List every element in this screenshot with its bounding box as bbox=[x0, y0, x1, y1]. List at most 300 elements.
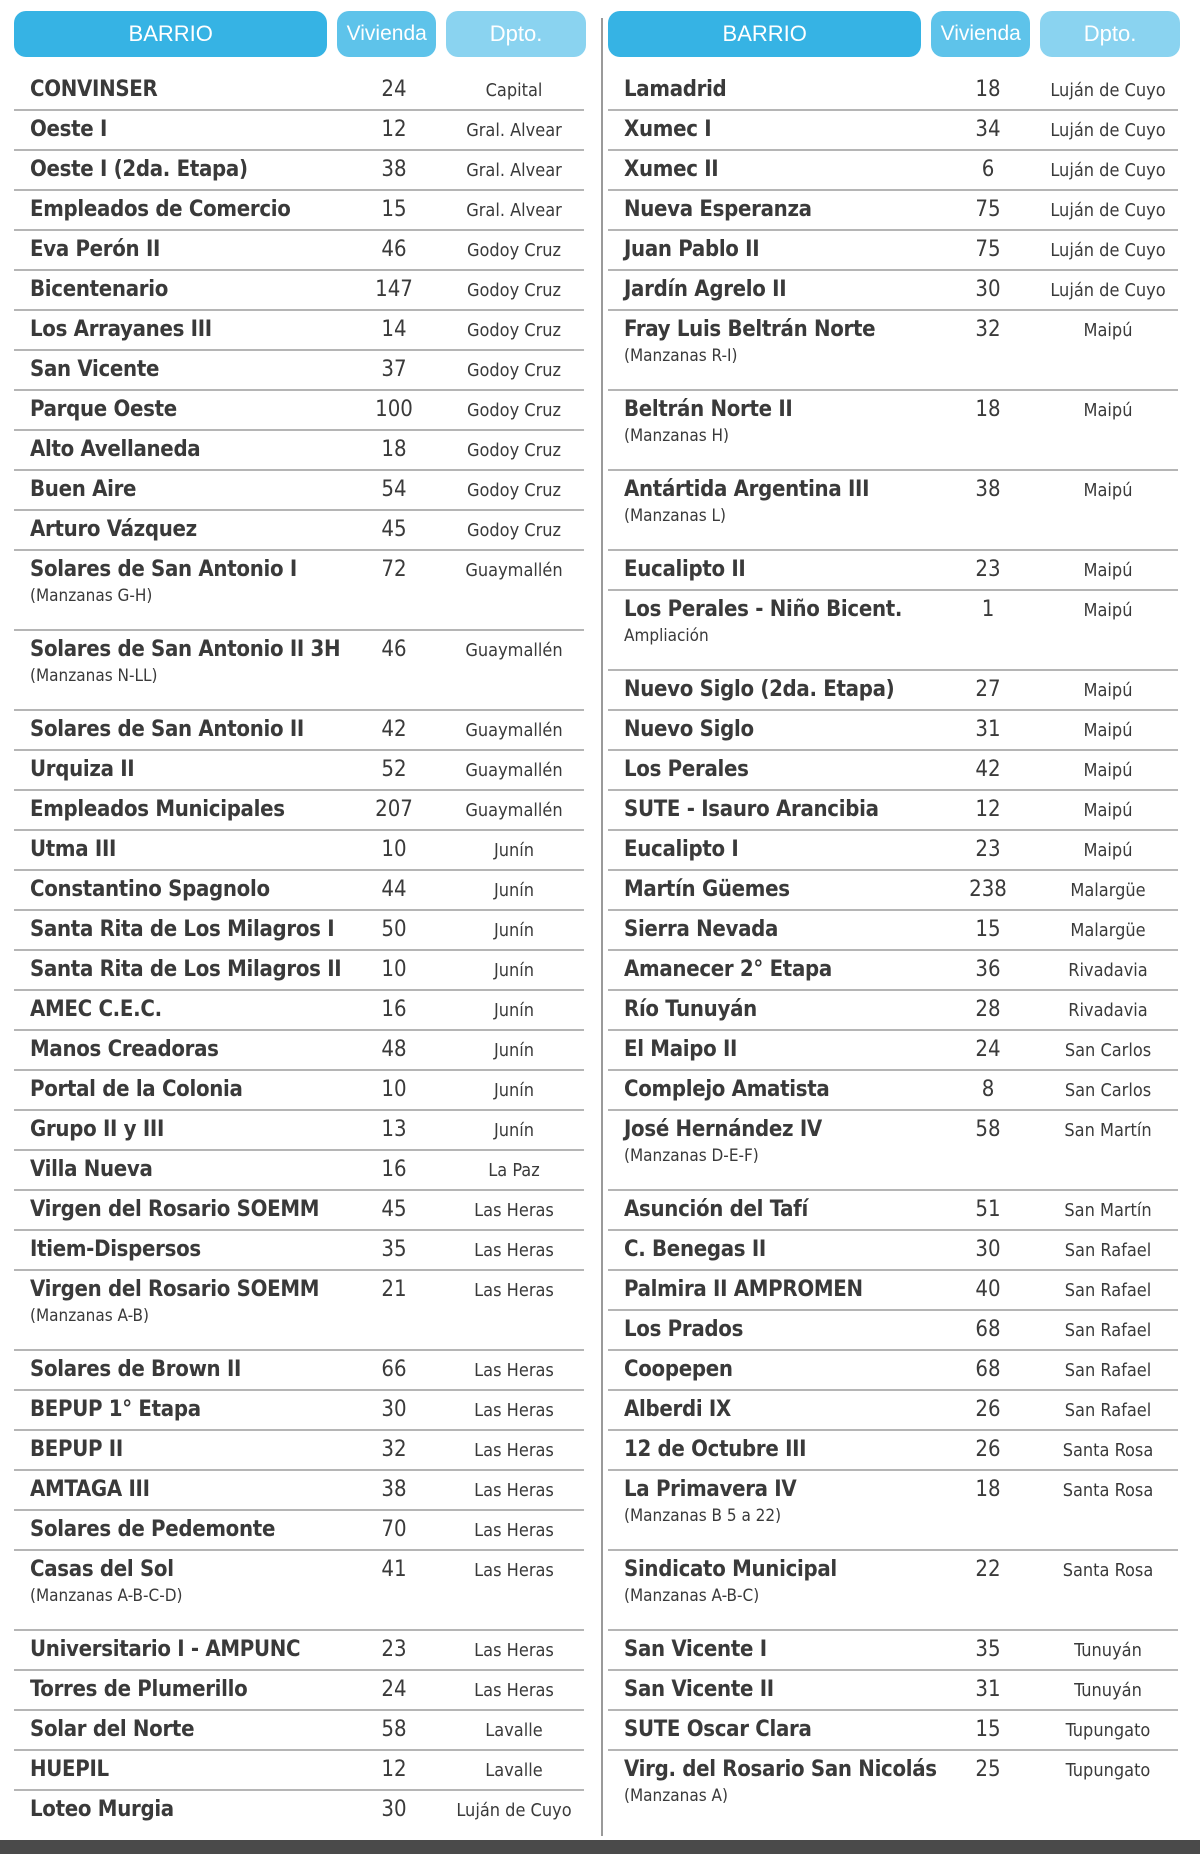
vivienda-cell: 52 bbox=[381, 757, 407, 782]
barrio-cell bbox=[14, 151, 344, 189]
dpto-cell: Lavalle bbox=[485, 1720, 543, 1741]
barrio-cell bbox=[608, 1471, 938, 1549]
barrio-name: Solar del Norte bbox=[30, 1717, 195, 1742]
table-row bbox=[608, 311, 1178, 391]
barrio-name: Los Prados bbox=[624, 1317, 744, 1342]
table-row bbox=[608, 1191, 1178, 1231]
table-row bbox=[608, 1231, 1178, 1271]
vivienda-cell: 31 bbox=[975, 1677, 1001, 1702]
barrio-subtitle: (Manzanas A) bbox=[624, 1786, 728, 1806]
dpto-cell: Godoy Cruz bbox=[466, 400, 562, 421]
barrio-cell bbox=[608, 231, 938, 269]
vivienda-cell: 38 bbox=[975, 477, 1001, 502]
vivienda-cell: 75 bbox=[975, 237, 1001, 262]
table-row bbox=[608, 1751, 1178, 1823]
barrio-cell bbox=[608, 191, 938, 229]
table-header bbox=[608, 11, 1180, 57]
dpto-cell: San Carlos bbox=[1064, 1040, 1152, 1061]
dpto-cell: Guaymallén bbox=[465, 640, 563, 661]
dpto-cell: Guaymallén bbox=[465, 760, 563, 781]
vivienda-cell: 68 bbox=[975, 1357, 1001, 1382]
barrio-cell bbox=[14, 1111, 344, 1149]
barrio-cell bbox=[14, 71, 344, 109]
table-row bbox=[608, 71, 1178, 111]
vivienda-cell: 10 bbox=[381, 957, 407, 982]
table-row bbox=[14, 191, 584, 231]
dpto-cell: Malargüe bbox=[1070, 920, 1146, 941]
dpto-cell: Maipú bbox=[1083, 560, 1133, 581]
barrio-subtitle: (Manzanas R-I) bbox=[624, 346, 738, 366]
barrio-cell bbox=[608, 591, 938, 669]
barrio-cell bbox=[608, 791, 938, 829]
barrio-name: Jardín Agrelo II bbox=[624, 277, 787, 302]
barrio-name: Parque Oeste bbox=[30, 397, 177, 422]
barrio-cell bbox=[14, 631, 344, 709]
barrio-name: Virgen del Rosario SOEMM bbox=[30, 1197, 320, 1222]
table-row bbox=[608, 751, 1178, 791]
dpto-cell: Tunuyán bbox=[1074, 1640, 1142, 1661]
barrio-cell bbox=[14, 1151, 344, 1189]
barrio-name: Palmira II AMPROMEN bbox=[624, 1277, 863, 1302]
vivienda-cell: 23 bbox=[381, 1637, 407, 1662]
barrio-cell bbox=[608, 951, 938, 989]
barrio-name: Fray Luis Beltrán Norte bbox=[624, 317, 876, 342]
barrio-cell bbox=[608, 1191, 938, 1229]
barrio-cell bbox=[608, 391, 938, 469]
barrio-name: Solares de Brown II bbox=[30, 1357, 242, 1382]
vivienda-cell: 26 bbox=[975, 1397, 1001, 1422]
dpto-cell: Rivadavia bbox=[1068, 1000, 1148, 1021]
table-row bbox=[14, 1151, 584, 1191]
table-row bbox=[608, 871, 1178, 911]
dpto-cell: Junín bbox=[493, 1080, 535, 1101]
dpto-cell: Maipú bbox=[1083, 680, 1133, 701]
dpto-cell: Maipú bbox=[1083, 400, 1133, 421]
barrio-subtitle: (Manzanas L) bbox=[624, 506, 727, 526]
barrio-cell bbox=[608, 1031, 938, 1069]
dpto-cell: Junín bbox=[493, 1120, 535, 1141]
vivienda-cell: 24 bbox=[381, 1677, 407, 1702]
vivienda-cell: 25 bbox=[975, 1757, 1001, 1782]
vivienda-cell: 30 bbox=[381, 1397, 407, 1422]
vivienda-cell: 207 bbox=[375, 797, 413, 822]
barrio-cell bbox=[14, 551, 344, 629]
vivienda-cell: 46 bbox=[381, 237, 407, 262]
dpto-cell: Guaymallén bbox=[465, 720, 563, 741]
barrio-cell bbox=[608, 1431, 938, 1469]
barrio-cell bbox=[608, 1311, 938, 1349]
dpto-cell: Las Heras bbox=[474, 1440, 554, 1461]
dpto-cell: Las Heras bbox=[474, 1480, 554, 1501]
table-row bbox=[608, 151, 1178, 191]
barrio-name: Arturo Vázquez bbox=[30, 517, 197, 542]
table-row bbox=[14, 151, 584, 191]
barrio-name: Alberdi IX bbox=[624, 1397, 731, 1422]
table-row bbox=[608, 231, 1178, 271]
rows-right bbox=[608, 71, 1178, 1823]
table-row bbox=[608, 1671, 1178, 1711]
barrio-name: Nuevo Siglo bbox=[624, 717, 754, 742]
barrio-name: Xumec I bbox=[624, 117, 712, 142]
barrio-name: CONVINSER bbox=[30, 77, 158, 102]
table-row bbox=[14, 1031, 584, 1071]
barrio-cell bbox=[14, 391, 344, 429]
dpto-cell: Luján de Cuyo bbox=[1050, 240, 1166, 261]
table-row bbox=[14, 871, 584, 911]
table-row bbox=[14, 311, 584, 351]
barrio-cell bbox=[608, 1631, 938, 1669]
vivienda-cell: 13 bbox=[381, 1117, 407, 1142]
vivienda-cell: 14 bbox=[381, 317, 407, 342]
barrio-name: Solares de San Antonio II 3H bbox=[30, 637, 341, 662]
vivienda-cell: 28 bbox=[975, 997, 1001, 1022]
dpto-cell: San Rafael bbox=[1064, 1400, 1152, 1421]
barrio-name: Complejo Amatista bbox=[624, 1077, 830, 1102]
vivienda-cell: 1 bbox=[981, 597, 995, 622]
barrio-name: Martín Güemes bbox=[624, 877, 790, 902]
barrio-name: Los Perales - Niño Bicent. bbox=[624, 597, 903, 622]
vivienda-cell: 48 bbox=[381, 1037, 407, 1062]
dpto-cell: Maipú bbox=[1083, 840, 1133, 861]
barrio-cell bbox=[14, 951, 344, 989]
vivienda-cell: 147 bbox=[375, 277, 413, 302]
barrio-cell bbox=[14, 1431, 344, 1469]
barrio-name: Torres de Plumerillo bbox=[30, 1677, 248, 1702]
barrio-cell bbox=[14, 231, 344, 269]
header-vivienda: Vivienda bbox=[337, 11, 436, 57]
barrio-name: Eucalipto II bbox=[624, 557, 746, 582]
barrio-cell bbox=[14, 431, 344, 469]
table-row bbox=[608, 1391, 1178, 1431]
barrio-cell bbox=[608, 991, 938, 1029]
vivienda-cell: 32 bbox=[381, 1437, 407, 1462]
dpto-cell: Luján de Cuyo bbox=[1050, 200, 1166, 221]
barrio-name: San Vicente II bbox=[624, 1677, 774, 1702]
table-row bbox=[14, 911, 584, 951]
vivienda-cell: 12 bbox=[381, 1757, 407, 1782]
barrio-name: Río Tunuyán bbox=[624, 997, 757, 1022]
barrio-name: AMEC C.E.C. bbox=[30, 997, 162, 1022]
barrio-name: Itiem-Dispersos bbox=[30, 1237, 201, 1262]
barrio-name: Lamadrid bbox=[624, 77, 727, 102]
table-right bbox=[608, 0, 1180, 1823]
barrio-cell bbox=[14, 1351, 344, 1389]
barrio-name: Eva Perón II bbox=[30, 237, 161, 262]
table-row bbox=[14, 1191, 584, 1231]
dpto-cell: Santa Rosa bbox=[1062, 1480, 1154, 1501]
table-row bbox=[14, 471, 584, 511]
table-row bbox=[608, 591, 1178, 671]
vivienda-cell: 21 bbox=[381, 1277, 407, 1302]
barrio-cell bbox=[14, 1511, 344, 1549]
table-row bbox=[14, 1391, 584, 1431]
table-row bbox=[14, 791, 584, 831]
barrio-name: San Vicente I bbox=[624, 1637, 767, 1662]
barrio-name: Nuevo Siglo (2da. Etapa) bbox=[624, 677, 895, 702]
table-row bbox=[14, 71, 584, 111]
table-left bbox=[14, 0, 586, 1829]
barrio-cell bbox=[608, 111, 938, 149]
barrio-cell bbox=[14, 1711, 344, 1749]
dpto-cell: Junín bbox=[493, 1040, 535, 1061]
barrio-name: BEPUP II bbox=[30, 1437, 123, 1462]
vivienda-cell: 40 bbox=[975, 1277, 1001, 1302]
table-row bbox=[608, 1711, 1178, 1751]
vivienda-cell: 35 bbox=[381, 1237, 407, 1262]
barrio-cell bbox=[608, 1111, 938, 1189]
barrio-name: HUEPIL bbox=[30, 1757, 109, 1782]
barrio-subtitle: (Manzanas A-B-C) bbox=[624, 1586, 760, 1606]
table-row bbox=[608, 1111, 1178, 1191]
dpto-cell: Junín bbox=[493, 1000, 535, 1021]
dpto-cell: Las Heras bbox=[474, 1200, 554, 1221]
vivienda-cell: 45 bbox=[381, 1197, 407, 1222]
table-row bbox=[608, 191, 1178, 231]
column-divider bbox=[601, 18, 603, 1836]
table-row bbox=[608, 711, 1178, 751]
dpto-cell: Santa Rosa bbox=[1062, 1440, 1154, 1461]
vivienda-cell: 50 bbox=[381, 917, 407, 942]
table-row bbox=[14, 1711, 584, 1751]
dpto-cell: Tunuyán bbox=[1074, 1680, 1142, 1701]
table-row bbox=[14, 511, 584, 551]
barrio-cell bbox=[14, 1631, 344, 1669]
table-row bbox=[14, 1071, 584, 1111]
table-row bbox=[14, 351, 584, 391]
header-barrio: BARRIO bbox=[608, 11, 921, 57]
vivienda-cell: 34 bbox=[975, 117, 1001, 142]
barrio-name: Empleados Municipales bbox=[30, 797, 285, 822]
dpto-cell: Godoy Cruz bbox=[466, 360, 562, 381]
barrio-name: Santa Rita de Los Milagros II bbox=[30, 957, 342, 982]
dpto-cell: Gral. Alvear bbox=[466, 200, 562, 221]
barrio-cell bbox=[14, 511, 344, 549]
dpto-cell: Rivadavia bbox=[1068, 960, 1148, 981]
barrio-subtitle: (Manzanas D-E-F) bbox=[624, 1146, 759, 1166]
vivienda-cell: 100 bbox=[375, 397, 413, 422]
vivienda-cell: 44 bbox=[381, 877, 407, 902]
barrio-cell bbox=[608, 1711, 938, 1749]
table-row bbox=[608, 671, 1178, 711]
table-row bbox=[608, 271, 1178, 311]
dpto-cell: Maipú bbox=[1083, 600, 1133, 621]
barrio-cell bbox=[14, 791, 344, 829]
dpto-cell: Maipú bbox=[1083, 800, 1133, 821]
barrio-name: Casas del Sol bbox=[30, 1557, 174, 1582]
vivienda-cell: 18 bbox=[381, 437, 407, 462]
dpto-cell: Luján de Cuyo bbox=[1050, 280, 1166, 301]
dpto-cell: Las Heras bbox=[474, 1680, 554, 1701]
vivienda-cell: 22 bbox=[975, 1557, 1001, 1582]
vivienda-cell: 30 bbox=[975, 277, 1001, 302]
barrio-name: Solares de San Antonio I bbox=[30, 557, 297, 582]
vivienda-cell: 58 bbox=[381, 1717, 407, 1742]
table-row bbox=[14, 1351, 584, 1391]
barrio-cell bbox=[608, 1271, 938, 1309]
dpto-cell: Gral. Alvear bbox=[466, 160, 562, 181]
dpto-cell: Las Heras bbox=[474, 1400, 554, 1421]
vivienda-cell: 8 bbox=[981, 1077, 995, 1102]
barrio-name: Universitario I - AMPUNC bbox=[30, 1637, 301, 1662]
table-row bbox=[14, 231, 584, 271]
table-row bbox=[608, 391, 1178, 471]
dpto-cell: Luján de Cuyo bbox=[1050, 80, 1166, 101]
barrio-name: Alto Avellaneda bbox=[30, 437, 201, 462]
dpto-cell: Junín bbox=[493, 880, 535, 901]
barrio-name: José Hernández IV bbox=[624, 1117, 822, 1142]
table-row bbox=[14, 1631, 584, 1671]
barrio-cell bbox=[14, 831, 344, 869]
vivienda-cell: 18 bbox=[975, 397, 1001, 422]
barrio-cell bbox=[14, 1471, 344, 1509]
barrio-cell bbox=[608, 871, 938, 909]
barrio-cell bbox=[14, 1751, 344, 1789]
barrio-name: C. Benegas II bbox=[624, 1237, 766, 1262]
dpto-cell: Junín bbox=[493, 920, 535, 941]
barrio-name: Virg. del Rosario San Nicolás bbox=[624, 1757, 937, 1782]
vivienda-cell: 68 bbox=[975, 1317, 1001, 1342]
rows-left bbox=[14, 71, 584, 1829]
dpto-cell: Godoy Cruz bbox=[466, 240, 562, 261]
barrio-name: Sindicato Municipal bbox=[624, 1557, 837, 1582]
barrio-cell bbox=[14, 711, 344, 749]
table-row bbox=[14, 991, 584, 1031]
barrio-cell bbox=[14, 111, 344, 149]
header-dpto: Dpto. bbox=[1040, 11, 1180, 57]
dpto-cell: San Martín bbox=[1064, 1120, 1152, 1141]
table-row bbox=[14, 1431, 584, 1471]
table-row bbox=[14, 1471, 584, 1511]
barrio-cell bbox=[608, 1551, 938, 1629]
barrio-name: Solares de San Antonio II bbox=[30, 717, 304, 742]
barrio-cell bbox=[14, 311, 344, 349]
table-row bbox=[608, 951, 1178, 991]
barrio-cell bbox=[14, 1231, 344, 1269]
barrio-name: Sierra Nevada bbox=[624, 917, 779, 942]
table-row bbox=[14, 1551, 584, 1631]
vivienda-cell: 26 bbox=[975, 1437, 1001, 1462]
dpto-cell: Maipú bbox=[1083, 480, 1133, 501]
barrio-cell bbox=[14, 751, 344, 789]
barrio-name: Villa Nueva bbox=[30, 1157, 153, 1182]
vivienda-cell: 15 bbox=[381, 197, 407, 222]
barrio-cell bbox=[608, 1391, 938, 1429]
dpto-cell: Gral. Alvear bbox=[466, 120, 562, 141]
dpto-cell: San Rafael bbox=[1064, 1320, 1152, 1341]
vivienda-cell: 41 bbox=[381, 1557, 407, 1582]
vivienda-cell: 30 bbox=[975, 1237, 1001, 1262]
dpto-cell: Tupungato bbox=[1065, 1760, 1151, 1781]
vivienda-cell: 46 bbox=[381, 637, 407, 662]
vivienda-cell: 16 bbox=[381, 1157, 407, 1182]
barrio-name: La Primavera IV bbox=[624, 1477, 797, 1502]
dpto-cell: Guaymallén bbox=[465, 800, 563, 821]
barrio-name: 12 de Octubre III bbox=[624, 1437, 807, 1462]
dpto-cell: Luján de Cuyo bbox=[1050, 120, 1166, 141]
barrio-subtitle: (Manzanas B 5 a 22) bbox=[624, 1506, 782, 1526]
dpto-cell: La Paz bbox=[488, 1160, 540, 1181]
vivienda-cell: 36 bbox=[975, 957, 1001, 982]
dpto-cell: Godoy Cruz bbox=[466, 280, 562, 301]
table-row bbox=[14, 751, 584, 791]
barrio-subtitle: (Manzanas A-B) bbox=[30, 1306, 149, 1326]
table-row bbox=[14, 391, 584, 431]
table-row bbox=[608, 1431, 1178, 1471]
barrio-name: Buen Aire bbox=[30, 477, 137, 502]
dpto-cell: Lavalle bbox=[485, 1760, 543, 1781]
vivienda-cell: 12 bbox=[381, 117, 407, 142]
barrio-name: Asunción del Tafí bbox=[624, 1197, 808, 1222]
barrio-cell bbox=[608, 471, 938, 549]
barrio-name: Oeste I (2da. Etapa) bbox=[30, 157, 248, 182]
vivienda-cell: 10 bbox=[381, 1077, 407, 1102]
barrio-cell bbox=[14, 1671, 344, 1709]
dpto-cell: Junín bbox=[493, 840, 535, 861]
vivienda-cell: 35 bbox=[975, 1637, 1001, 1662]
barrio-cell bbox=[608, 671, 938, 709]
dpto-cell: Las Heras bbox=[474, 1240, 554, 1261]
vivienda-cell: 238 bbox=[969, 877, 1007, 902]
vivienda-cell: 18 bbox=[975, 77, 1001, 102]
barrio-subtitle: (Manzanas H) bbox=[624, 426, 729, 446]
barrio-name: Oeste I bbox=[30, 117, 108, 142]
barrio-name: Amanecer 2° Etapa bbox=[624, 957, 832, 982]
barrio-name: Bicentenario bbox=[30, 277, 168, 302]
barrio-cell bbox=[14, 271, 344, 309]
barrio-cell bbox=[14, 871, 344, 909]
barrio-cell bbox=[608, 831, 938, 869]
table-row bbox=[608, 1271, 1178, 1311]
table-row bbox=[14, 951, 584, 991]
table-row bbox=[608, 471, 1178, 551]
vivienda-cell: 32 bbox=[975, 317, 1001, 342]
barrio-cell bbox=[608, 151, 938, 189]
footer-bar bbox=[0, 1840, 1200, 1854]
vivienda-cell: 15 bbox=[975, 917, 1001, 942]
barrio-cell bbox=[608, 71, 938, 109]
barrio-cell bbox=[608, 911, 938, 949]
vivienda-cell: 23 bbox=[975, 557, 1001, 582]
barrio-name: Coopepen bbox=[624, 1357, 733, 1382]
dpto-cell: Maipú bbox=[1083, 720, 1133, 741]
barrio-name: Eucalipto I bbox=[624, 837, 739, 862]
vivienda-cell: 23 bbox=[975, 837, 1001, 862]
barrio-cell bbox=[608, 1751, 938, 1823]
table-row bbox=[14, 431, 584, 471]
table-row bbox=[608, 551, 1178, 591]
barrio-name: Antártida Argentina III bbox=[624, 477, 870, 502]
table-row bbox=[608, 831, 1178, 871]
vivienda-cell: 58 bbox=[975, 1117, 1001, 1142]
barrio-name: San Vicente bbox=[30, 357, 160, 382]
barrio-cell bbox=[14, 191, 344, 229]
barrio-cell bbox=[14, 1551, 344, 1629]
table-row bbox=[14, 1791, 584, 1829]
table-row bbox=[608, 1031, 1178, 1071]
vivienda-cell: 15 bbox=[975, 1717, 1001, 1742]
table-row bbox=[14, 1271, 584, 1351]
table-row bbox=[608, 991, 1178, 1031]
barrio-name: Empleados de Comercio bbox=[30, 197, 291, 222]
table-row bbox=[14, 551, 584, 631]
dpto-cell: Las Heras bbox=[474, 1640, 554, 1661]
table-row bbox=[608, 1471, 1178, 1551]
table-row bbox=[608, 911, 1178, 951]
barrio-name: Manos Creadoras bbox=[30, 1037, 219, 1062]
barrio-cell bbox=[14, 1791, 344, 1829]
table-row bbox=[608, 1351, 1178, 1391]
barrio-cell bbox=[608, 311, 938, 389]
